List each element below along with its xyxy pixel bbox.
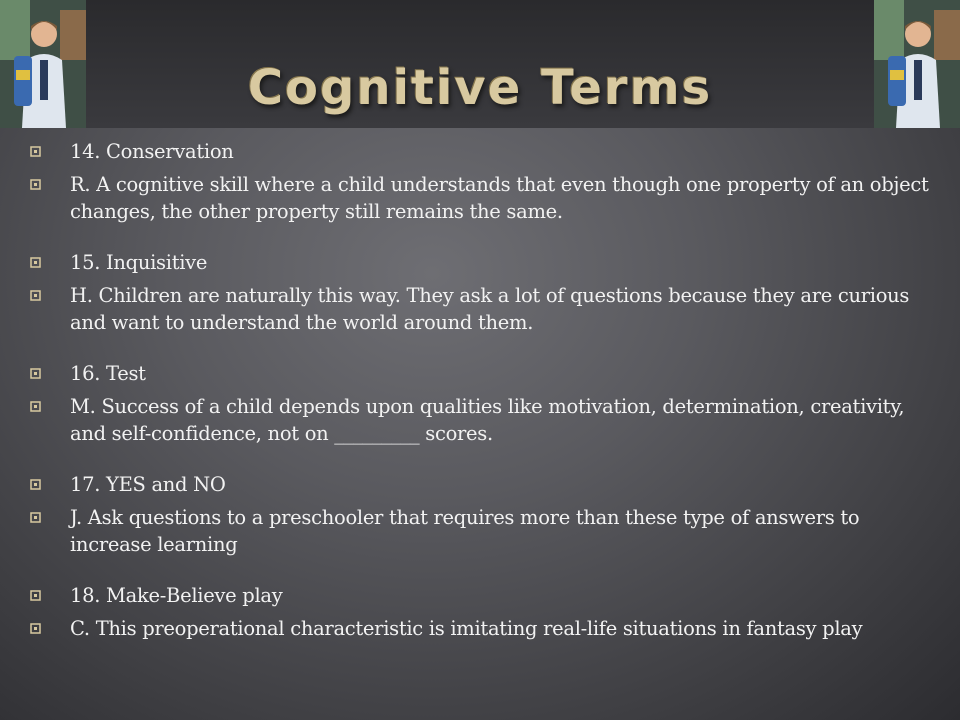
list-item [30, 171, 930, 225]
list-item [30, 249, 930, 276]
list-item [30, 393, 930, 447]
child-photo-left [0, 0, 86, 128]
list-item-text: R. A cognitive skill where a child understands that even though one property of an object changes, the other property still remains the same. [70, 173, 929, 223]
hollow-square-bullet-icon [30, 257, 41, 268]
slide-title: Cognitive Terms [247, 60, 713, 116]
list-item [30, 582, 930, 609]
hollow-square-bullet-icon [30, 146, 41, 157]
hollow-square-bullet-icon [30, 623, 41, 634]
list-item-text: M. Success of a child depends upon qualities like motivation, determination, creativity, and self-confidence, not on _________ scores. [70, 395, 905, 445]
list-item [30, 360, 930, 387]
list-item [30, 504, 930, 558]
hollow-square-bullet-icon [30, 179, 41, 190]
list-item-text: 16. Test [70, 362, 146, 385]
hollow-square-bullet-icon [30, 290, 41, 301]
list-item-text: 15. Inquisitive [70, 251, 208, 274]
bullet-list [30, 138, 930, 642]
list-item [30, 138, 930, 165]
list-item [30, 471, 930, 498]
list-item-text: H. Children are naturally this way. They ask a lot of questions because they are curious and want to understand the world around them. [70, 284, 910, 334]
hollow-square-bullet-icon [30, 368, 41, 379]
list-item-text: C. This preoperational characteristic is imitating real-life situations in fantasy play [70, 617, 863, 640]
list-item-text: 14. Conservation [70, 140, 234, 163]
child-photo-right [874, 0, 960, 128]
hollow-square-bullet-icon [30, 401, 41, 412]
list-item [30, 282, 930, 336]
list-item [30, 615, 930, 642]
hollow-square-bullet-icon [30, 512, 41, 523]
list-item-text: 18. Make-Believe play [70, 584, 283, 607]
list-item-text: 17. YES and NO [70, 473, 226, 496]
list-item-text: J. Ask questions to a preschooler that requires more than these type of answers to increase learning [70, 506, 860, 556]
hollow-square-bullet-icon [30, 590, 41, 601]
hollow-square-bullet-icon [30, 479, 41, 490]
